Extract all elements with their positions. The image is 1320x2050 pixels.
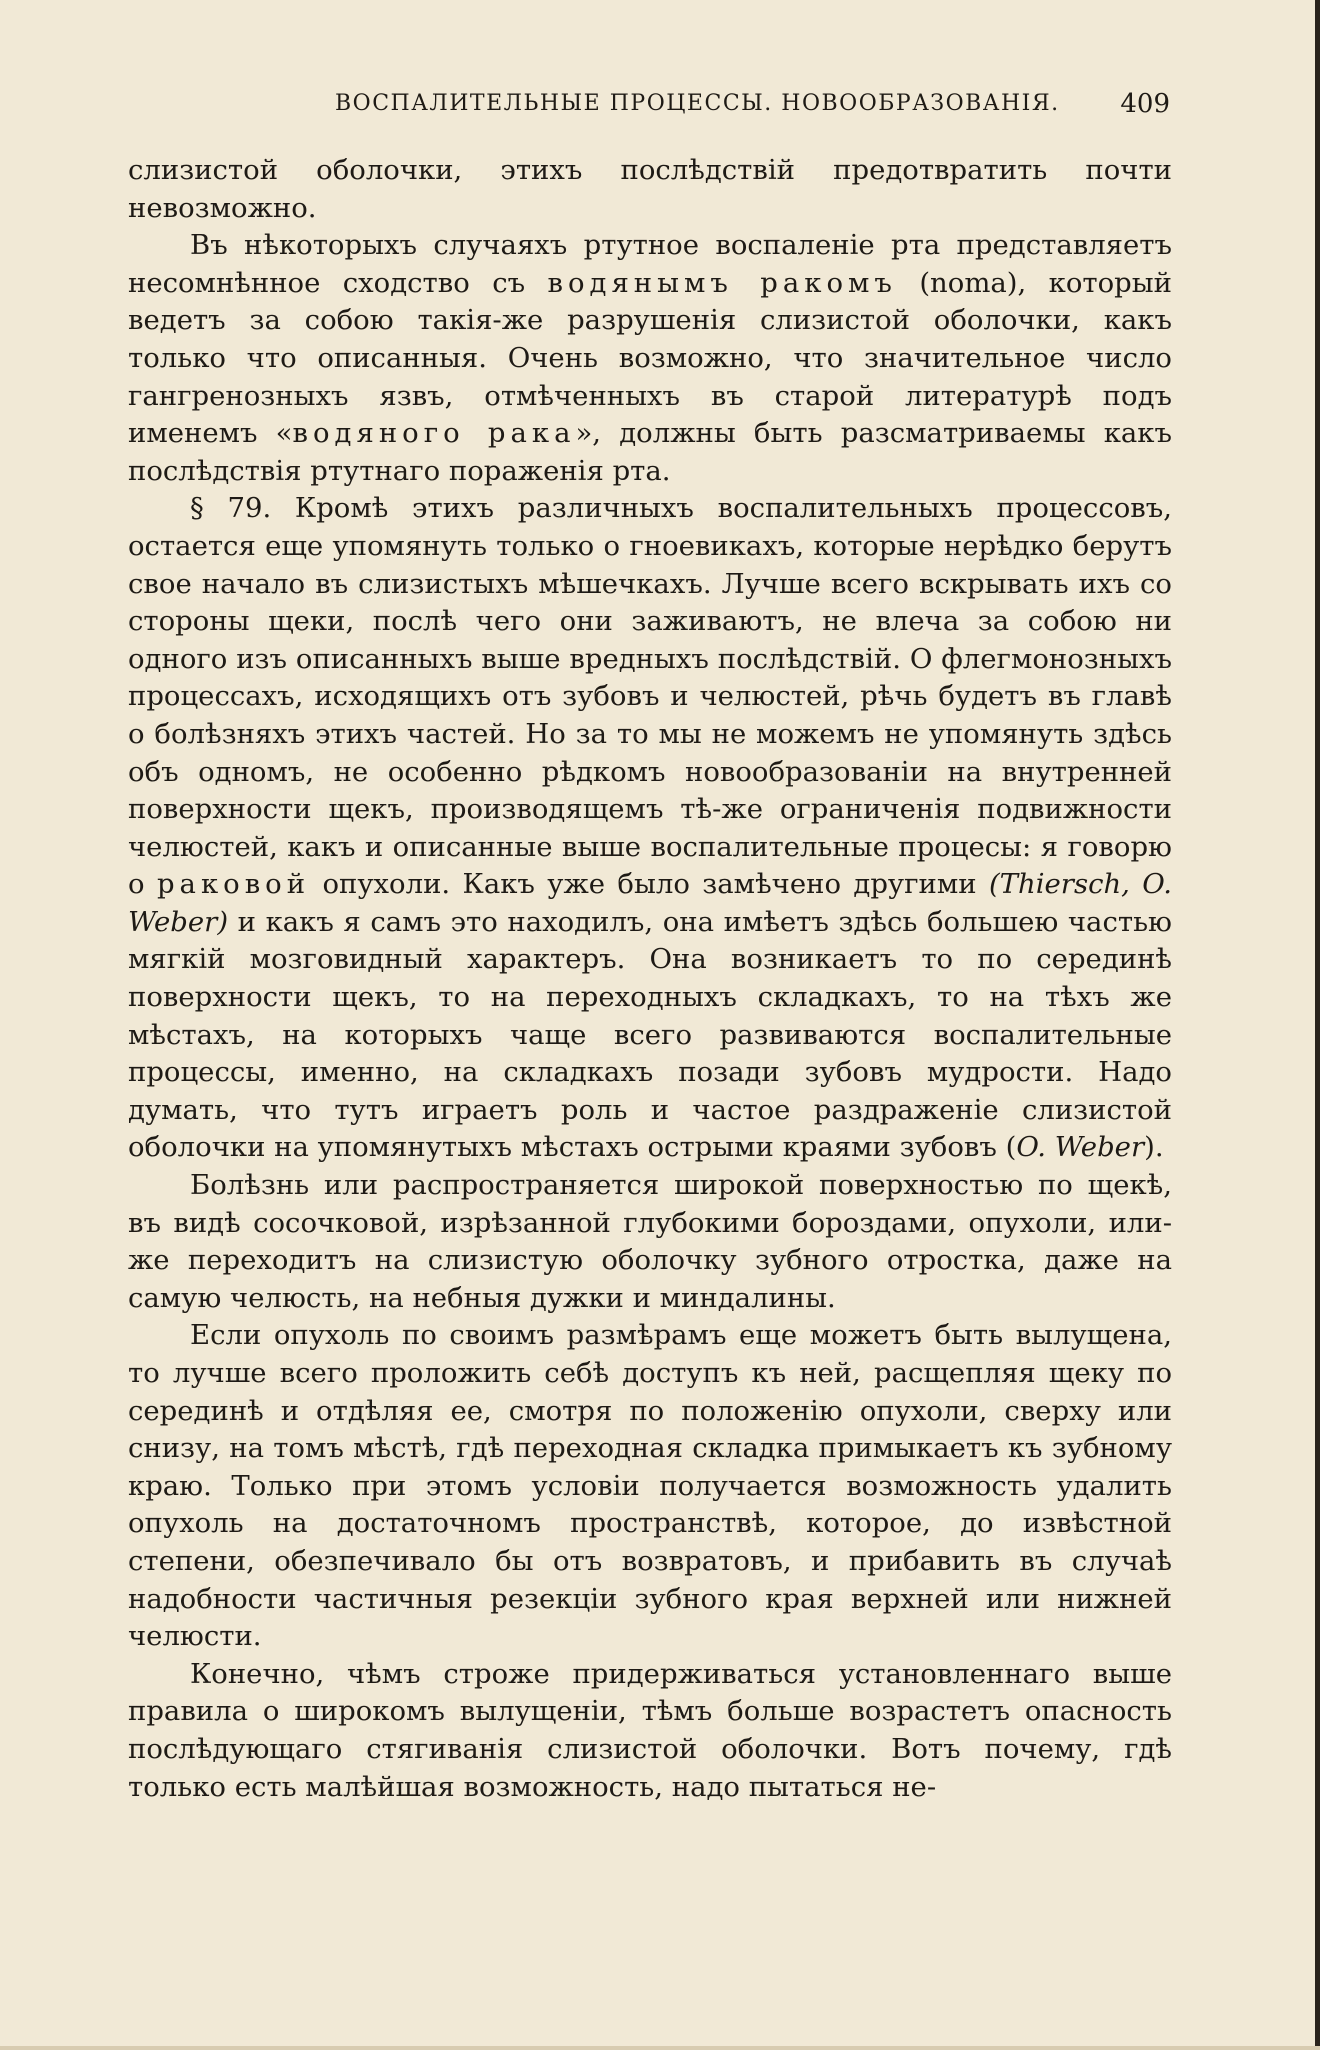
page-edge-shadow xyxy=(1315,0,1320,2050)
paragraph-5 xyxy=(128,1317,1172,1655)
text-run: и какъ я самъ это находилъ, она имѣетъ здѣсь большею частью мягкій мозговидный характеръ. Она возникаетъ то по серединѣ поверхности щекъ, то на переходныхъ складкахъ, то на тѣхъ же мѣстахъ, на которыхъ чаще всего развиваются воспалительные процессы, именно, на складкахъ позади зубовъ мудрости. Надо думать, что тутъ играетъ роль и частое раздраженіе слизистой оболочки на упомянутыхъ мѣстахъ острыми краями зубовъ ( xyxy=(128,905,1172,1164)
page-bottom-edge xyxy=(0,2046,1320,2050)
author-citation: O. Weber xyxy=(1016,1131,1145,1164)
paragraph-6 xyxy=(128,1656,1172,1806)
author-citation: (Thiersch, O. Weber) xyxy=(128,868,1172,938)
text-run: (noma), который ведетъ за собою такія-же разрушенія слизистой оболочки, какъ только что описанныя. Очень возможно, что значительное число гангренозныхъ язвъ, отмѣченныхъ въ старой литературѣ подъ именемъ « xyxy=(128,266,1172,450)
paragraph-4 xyxy=(128,1167,1172,1317)
page-header xyxy=(130,84,1170,124)
paragraph-2 xyxy=(128,227,1172,490)
text-run: Въ нѣкоторыхъ случаяхъ ртутное воспаленіе рта представляетъ несомнѣнное сходство съ xyxy=(128,229,1172,299)
text-run: опухоли. Какъ уже было замѣчено другими xyxy=(310,868,989,901)
running-head: ВОСПАЛИТЕЛЬНЫЕ ПРОЦЕССЫ. НОВООБРАЗОВАНІЯ. xyxy=(335,91,1060,116)
text-run: ). xyxy=(1144,1131,1164,1164)
body-text xyxy=(128,152,1172,1806)
page-number: 409 xyxy=(1120,89,1170,119)
text-run: Болѣзнь или распространяется широкой поверхностью по щекѣ, въ видѣ сосочковой, изрѣзанной глубокими бороздами, опухоли, или-же переходитъ на слизистую оболочку зубного отростка, даже на самую челюсть, на небныя дужки и миндалины. xyxy=(128,1169,1172,1314)
spaced-term: водянымъ ракомъ xyxy=(547,266,897,299)
paragraph-3 xyxy=(128,490,1172,1167)
text-run: слизистой оболочки, этихъ послѣдствій предотвратить почти невозможно. xyxy=(128,154,1172,224)
spaced-term: водяного рака xyxy=(292,417,576,450)
text-run: », должны быть разсматриваемы какъ послѣдствія ртутнаго пораженія рта. xyxy=(128,417,1172,487)
text-run: Конечно, чѣмъ строже придерживаться установленнаго выше правила о широкомъ вылущеніи, тѣмъ больше возрастетъ опасность послѣдующаго стягиванія слизистой оболочки. Вотъ почему, гдѣ только есть малѣйшая возможность, надо пытаться не- xyxy=(128,1657,1172,1803)
spaced-term: раковой xyxy=(156,868,311,901)
text-run: Если опухоль по своимъ размѣрамъ еще можетъ быть вылущена, то лучше всего проложить себѣ доступъ къ ней, расщепляя щеку по серединѣ и отдѣляя ее, смотря по положенію опухоли, сверху или снизу, на томъ мѣстѣ, гдѣ переходная складка примыкаетъ къ зубному краю. Только при этомъ условіи получается возможность удалить опухоль на достаточномъ пространствѣ, которое, до извѣстной степени, обезпечивало бы отъ возвратовъ, и прибавить въ случаѣ надобности частичныя резекціи зубного края верхней или нижней челюсти. xyxy=(128,1319,1172,1653)
text-run: § 79. Кромѣ этихъ различныхъ воспалительныхъ процессовъ, остается еще упомянуть только о гноевикахъ, которые нерѣдко берутъ свое начало въ слизистыхъ мѣшечкахъ. Лучше всего вскрывать ихъ со стороны щеки, послѣ чего они заживаютъ, не влеча за собою ни одного изъ описанныхъ выше вредныхъ послѣдствій. О флегмонозныхъ процессахъ, исходящихъ отъ зубовъ и челюстей, рѣчь будетъ въ главѣ о болѣзняхъ этихъ частей. Но за то мы не можемъ не упомянуть здѣсь объ одномъ, не особенно рѣдкомъ новообразованіи на внутренней поверхности щекъ, производящемъ тѣ-же ограниченія подвижности челюстей, какъ и описанные выше воспалительные процесы: я говорю о xyxy=(128,492,1172,901)
paragraph-1 xyxy=(128,152,1172,227)
